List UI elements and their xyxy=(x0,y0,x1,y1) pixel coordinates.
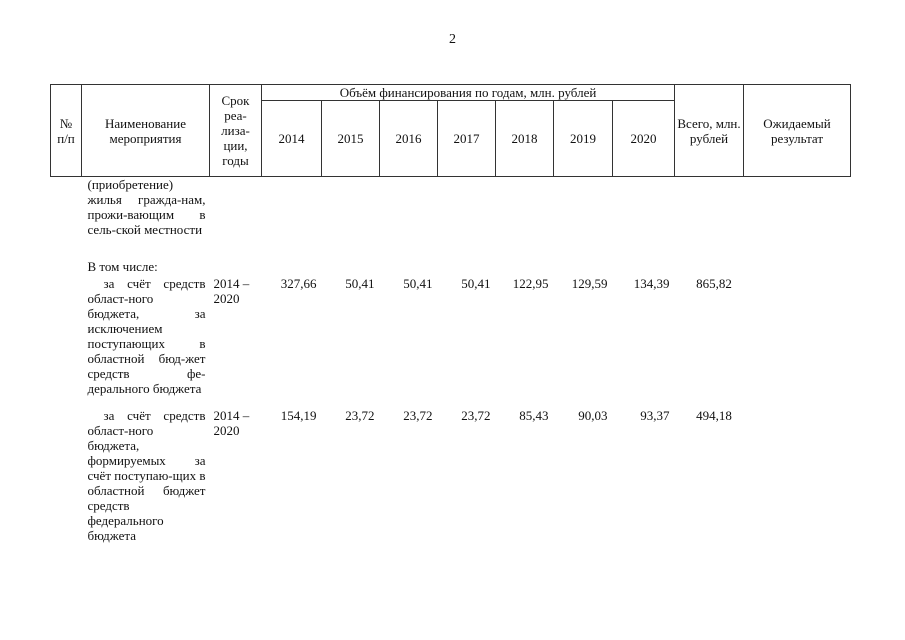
total-cell: 494,18 xyxy=(696,408,732,423)
funding-source-name: за счёт средств област-ного бюджета, формируемых за счёт поступаю-щих в областной бюджет средств федерального бюджета xyxy=(87,408,206,543)
value-cell-2019: 129,59 xyxy=(571,276,608,291)
term-cell: 2014 – 2020 xyxy=(213,276,250,306)
column-header-funding: Объём финансирования по годам, млн. рублей xyxy=(262,85,675,101)
term-cell: 2014 – 2020 xyxy=(213,408,250,438)
table-row xyxy=(51,237,851,274)
year-header-2019: 2019 xyxy=(554,101,613,177)
table-row xyxy=(51,396,851,543)
value-cell-2020: 93,37 xyxy=(640,408,670,423)
value-cell-2017: 23,72 xyxy=(461,408,491,423)
page-number: 2 xyxy=(449,32,456,47)
value-cell-2019: 90,03 xyxy=(578,408,608,423)
value-cell-2017: 50,41 xyxy=(461,276,491,291)
result-cell xyxy=(744,396,851,543)
value-cell-2016: 23,72 xyxy=(403,408,433,423)
funding-source-name: за счёт средств област-ного бюджета, за исключением поступающих в областной бюд-жет средств фе-дерального бюджета xyxy=(87,276,206,396)
year-header-2020: 2020 xyxy=(613,101,675,177)
value-cell-2016: 50,41 xyxy=(403,276,433,291)
activity-name-continuation: (приобретение) жилья граждa-нам, прожи-вающим в сель-ской местности xyxy=(87,177,206,237)
year-header-2014: 2014 xyxy=(262,101,322,177)
including-label: В том числе: xyxy=(87,259,158,274)
value-cell-2018: 122,95 xyxy=(512,276,549,291)
value-cell-2015: 23,72 xyxy=(345,408,375,423)
table-row xyxy=(51,274,851,396)
value-cell-2014: 154,19 xyxy=(280,408,317,423)
result-cell xyxy=(744,274,851,396)
total-cell: 865,82 xyxy=(696,276,732,291)
column-header-name: Наименование мероприятия xyxy=(82,85,210,177)
year-header-2015: 2015 xyxy=(322,101,380,177)
funding-table xyxy=(50,84,851,543)
year-header-2016: 2016 xyxy=(380,101,438,177)
year-header-2018: 2018 xyxy=(496,101,554,177)
value-cell-2020: 134,39 xyxy=(633,276,670,291)
value-cell-2015: 50,41 xyxy=(345,276,375,291)
value-cell-2018: 85,43 xyxy=(519,408,549,423)
column-header-total: Всего, млн. рублей xyxy=(675,85,744,177)
table-row xyxy=(51,177,851,238)
value-cell-2014: 327,66 xyxy=(280,276,317,291)
year-header-2017: 2017 xyxy=(438,101,496,177)
column-header-term: Срок реа-лиза-ции, годы xyxy=(210,85,262,177)
column-header-number: № п/п xyxy=(51,85,82,177)
column-header-result: Ожидаемый результат xyxy=(744,85,851,177)
